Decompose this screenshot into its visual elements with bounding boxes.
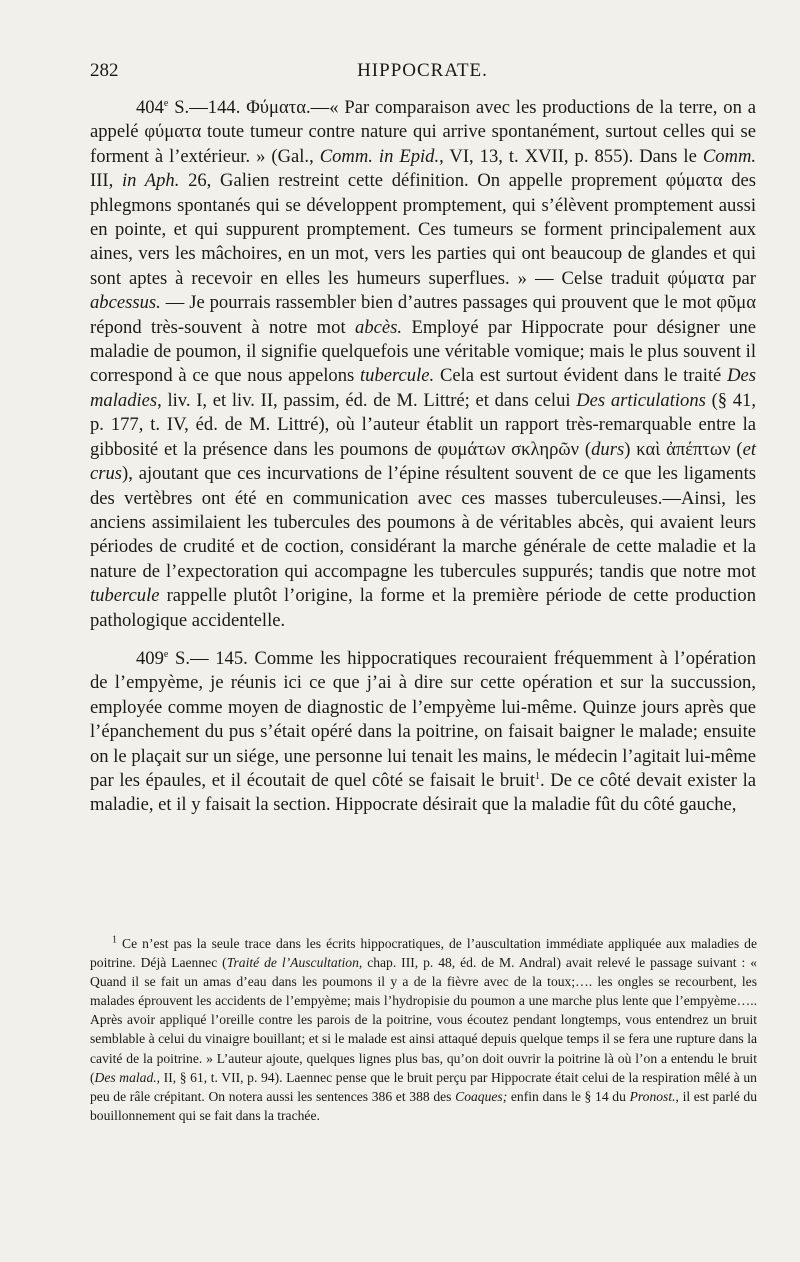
greek-term: φύματα (665, 170, 723, 192)
footnote-1: $^1$ Ce n’est pas la seule trace dans les écrits hippocratiques, de l’auscultation immédiate appliquée aux maladies de poitrine. Déjà Laennec (Traité de l’Auscultation, chap. III, p. 48, éd. de M. Andral) avait relevé le passage suivant : « Quand il se fait un amas d’eau dans les poumons il y a de la fièvre avec de la toux;…. les ongles se recourbent, les malades éprouvent les accidents de l’empyème; mais l’hydropisie du poumon a une marche plus lente que l’empyème….. Après avoir appliqué l’oreille contre les parois de la poitrine, vous écoutez pendant longtemps, vous entendrez un bruit semblable à celui du vinaigre bouillant; et si le malade est ainsi attaqué depuis quelque temps il se fera une rupture dans la cavité de la poitrine. » L’auteur ajoute, quelques lignes plus bas, qu’on doit ouvrir la poitrine là où l’on a entendu le bruit (Des malad., II, § 61, t. VII, p. 94). Laennec pense que le bruit perçu par Hippocrate était celui de la respiration mêlé à un peu de râle crépitant. On notera aussi les sentences 386 et 388 des Coaques; enfin dans le § 14 du Pronost., il est parlé du bouillonnement qui se fait dans la trachée. (90, 934, 757, 1123)
greek-term: καὶ ἀπέπτων (636, 438, 731, 460)
greek-term: Φύματα. (246, 97, 311, 118)
page-header (90, 60, 755, 88)
paragraph-404: 404e S.—144. Φύματα.—« Par comparaison avec les productions de la terre, on a appelé φύματα toute tumeur contre nature qui arrive spontanément, surtout celles qui se forment à l’extérieur. » (Gal., Comm. in Epid., VI, 13, t. XVII, p. 855). Dans le Comm. III, in Aph. 26, Galien restreint cette définition. On appelle proprement φύματα des phlegmons spontanés qui se développent promptement, qui s’élèvent promptement aussi en pointe, et qui suppurent promptement. Ces tumeurs se forment principalement aux aines, vers les mâchoires, en un mot, vers les parties qui ont beaucoup de glandes et qui sont aptes à recevoir en elles les humeurs superflues. » — Celse traduit φύματα par abcessus. — Je pourrais rassembler bien d’autres passages qui prouvent que le mot φῦμα répond très-souvent à notre mot abcès. Employé par Hippocrate pour désigner une maladie de poumon, il signifie quelquefois une véritable vomique; mais le plus souvent il correspond à ce que nous appelons tubercule. Cela est surtout évident dans le traité Des maladies, liv. I, et liv. II, passim, éd. de M. Littré; et dans celui Des articulations (§ 41, p. 177, t. IV, éd. de M. Littré), où l’auteur établit un rapport très-remarquable entre la gibbosité et la présence dans les poumons de φυμάτων σκληρῶν (durs) καὶ ἀπέπτων (et crus), ajoutant que ces incurvations de l’épine résultent souvent de ce que les ligaments des vertèbres ont été en communication avec ces masses tuberculeuses.—Ainsi, les anciens assimilaient les tubercules des poumons à de véritables abcès, qui avaient leurs périodes de crudité et de coction, considérant la marche générale de cette maladie et la nature de l’expectoration qui accompagne les tubercules suppurés; tandis que notre mot tubercule rappelle plutôt l’origine, la forme et la première période de cette production pathologique accidentelle. (90, 97, 757, 631)
footnotes (90, 934, 757, 1125)
greek-term: φύματα (667, 267, 725, 289)
main-text (90, 96, 756, 818)
greek-term: φύματα (144, 121, 202, 143)
page-number: 282 (90, 60, 119, 81)
paragraph-409: 409e S.— 145. Comme les hippocratiques recouraient fréquemment à l’opération de l’empyème, je réunis ici ce que j’ai à dire sur cette opération et sur la succussion, employée comme moyen de diagnostic de l’empyème lui-même. Quinze jours après que l’épanchement du pus s’était opéré dans la poitrine, on faisait baigner le malade; ensuite on le plaçait sur un siége, une personne lui tenait les mains, le médecin l’agitait lui-même par les épaules, et il écoutait de quel côté se faisait le bruit$^1$. De ce côté devait exister la maladie, et il y faisait la section. Hippocrate désirait que la maladie fût du côté gauche, (90, 647, 756, 816)
greek-term: φυμάτων σκληρῶν (437, 438, 580, 460)
running-title: HIPPOCRATE. (357, 60, 488, 81)
footnote-ref: 1 (534, 770, 540, 782)
greek-term: φῦμα (716, 292, 756, 314)
footnote-marker: 1 (112, 934, 117, 946)
